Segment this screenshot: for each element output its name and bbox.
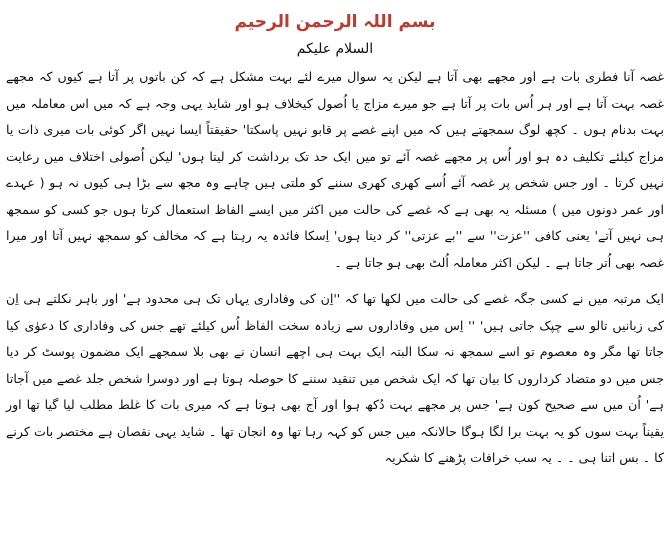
greeting: السلام علیکم <box>296 41 374 57</box>
document-title: بسم اللہ الرحمن الرحیم <box>234 12 436 32</box>
paragraph-1: غصہ آنا فطری بات ہے اور مجھے بھی آتا ہے لیکن یہ سوال میرے لئے بہت مشکل ہے کہ کن باتوں پر آتا ہے کیوں کہ مجھے غصہ بہت آتا ہے اور ہر اُس بات پر آتا ہے جو میرے مزاج یا اُصول کیخلاف ہو اور شاید یہی وجہ ہے کہ میں اس معاملہ میں بہت بدنام ہوں ۔ کچھ لوگ سمجھتے ہیں کہ میں اپنے غصے پر قابو نہیں پاسکتا' حقیقتاً ایسا نہیں اگر کوئی بات میری ذات یا مزاج کیلئے تکلیف دہ ہو اور اُس پر مجھے غصہ آئے تو میں ایک حد تک برداشت کر لیتا ہوں' لیکن اُصولی اختلاف میں رعایت نہیں کرتا ۔ اور جس شخص پر غصہ آئے اُسے کھری کھری سننے کو ملتی ہیں چاہے وہ مجھ سے بڑا ہی کیوں نہ ہو ( عہدے اور عمر دونوں میں ) مسئلہ یہ بھی ہے کہ غصے کی حالت میں اکثر میں ایسے الفاظ استعمال کرتا ہوں جو کسی کو سمجھ ہی نہیں آتے' یعنی کافی ''عزت'' سے ''بے عزتی'' کر دیتا ہوں' اِسکا فائدہ یہ رہتا ہے کہ مخالف کو سمجھ نہیں آتا اور میرا غصہ بھی اُتر جاتا ہے ۔ لیکن اکثر معاملہ اُلٹ بھی ہو جاتا ہے ۔ <box>6 69 664 270</box>
paragraph-2: ایک مرتبہ میں نے کسی جگہ غصے کی حالت میں لکھا تھا کہ ''اِن کی وفاداری یہاں تک ہی محدود ہے' اور باہر نکلتے ہی اِن کی زبانیں تالو سے چپک جاتی ہیں' '' اِس میں وفاداروں سے زیادہ سخت الفاظ اُس کیلئے تھے جس کی وفاداری کا دعوٰی کیا جاتا تھا مگر وہ معصوم تو اسے سمجھ نہ سکا البتہ ایک بہت ہی اچھے انسان نے بھی بلا سمجھے ایک مضمون پوسٹ کر دیا جس میں دو متضاد کرداروں کا بیان تھا کہ ایک شخص میں تنقید سننے کا حوصلہ ہوتا ہے اور دوسرا شخص جلد غصے میں آجاتا ہے' اُن میں سے صحیح کون ہے' جس پر مجھے بہت دُکھ ہوا اور آج بھی ہوتا ہے کہ میری بات کا غلط مطلب لیا گیا تھا اور یقیناً بہت سوں کو یہ بہت برا لگا ہوگا حالانکہ میں جس کو کہہ رہا تھا وہ انجان تھا ۔ شاید یہی نقصان ہے مختصر بات کرنے کا ۔ بس اتنا ہی ۔ ۔ یہ سب خرافات پڑھنے کا شکریہ <box>6 291 664 465</box>
